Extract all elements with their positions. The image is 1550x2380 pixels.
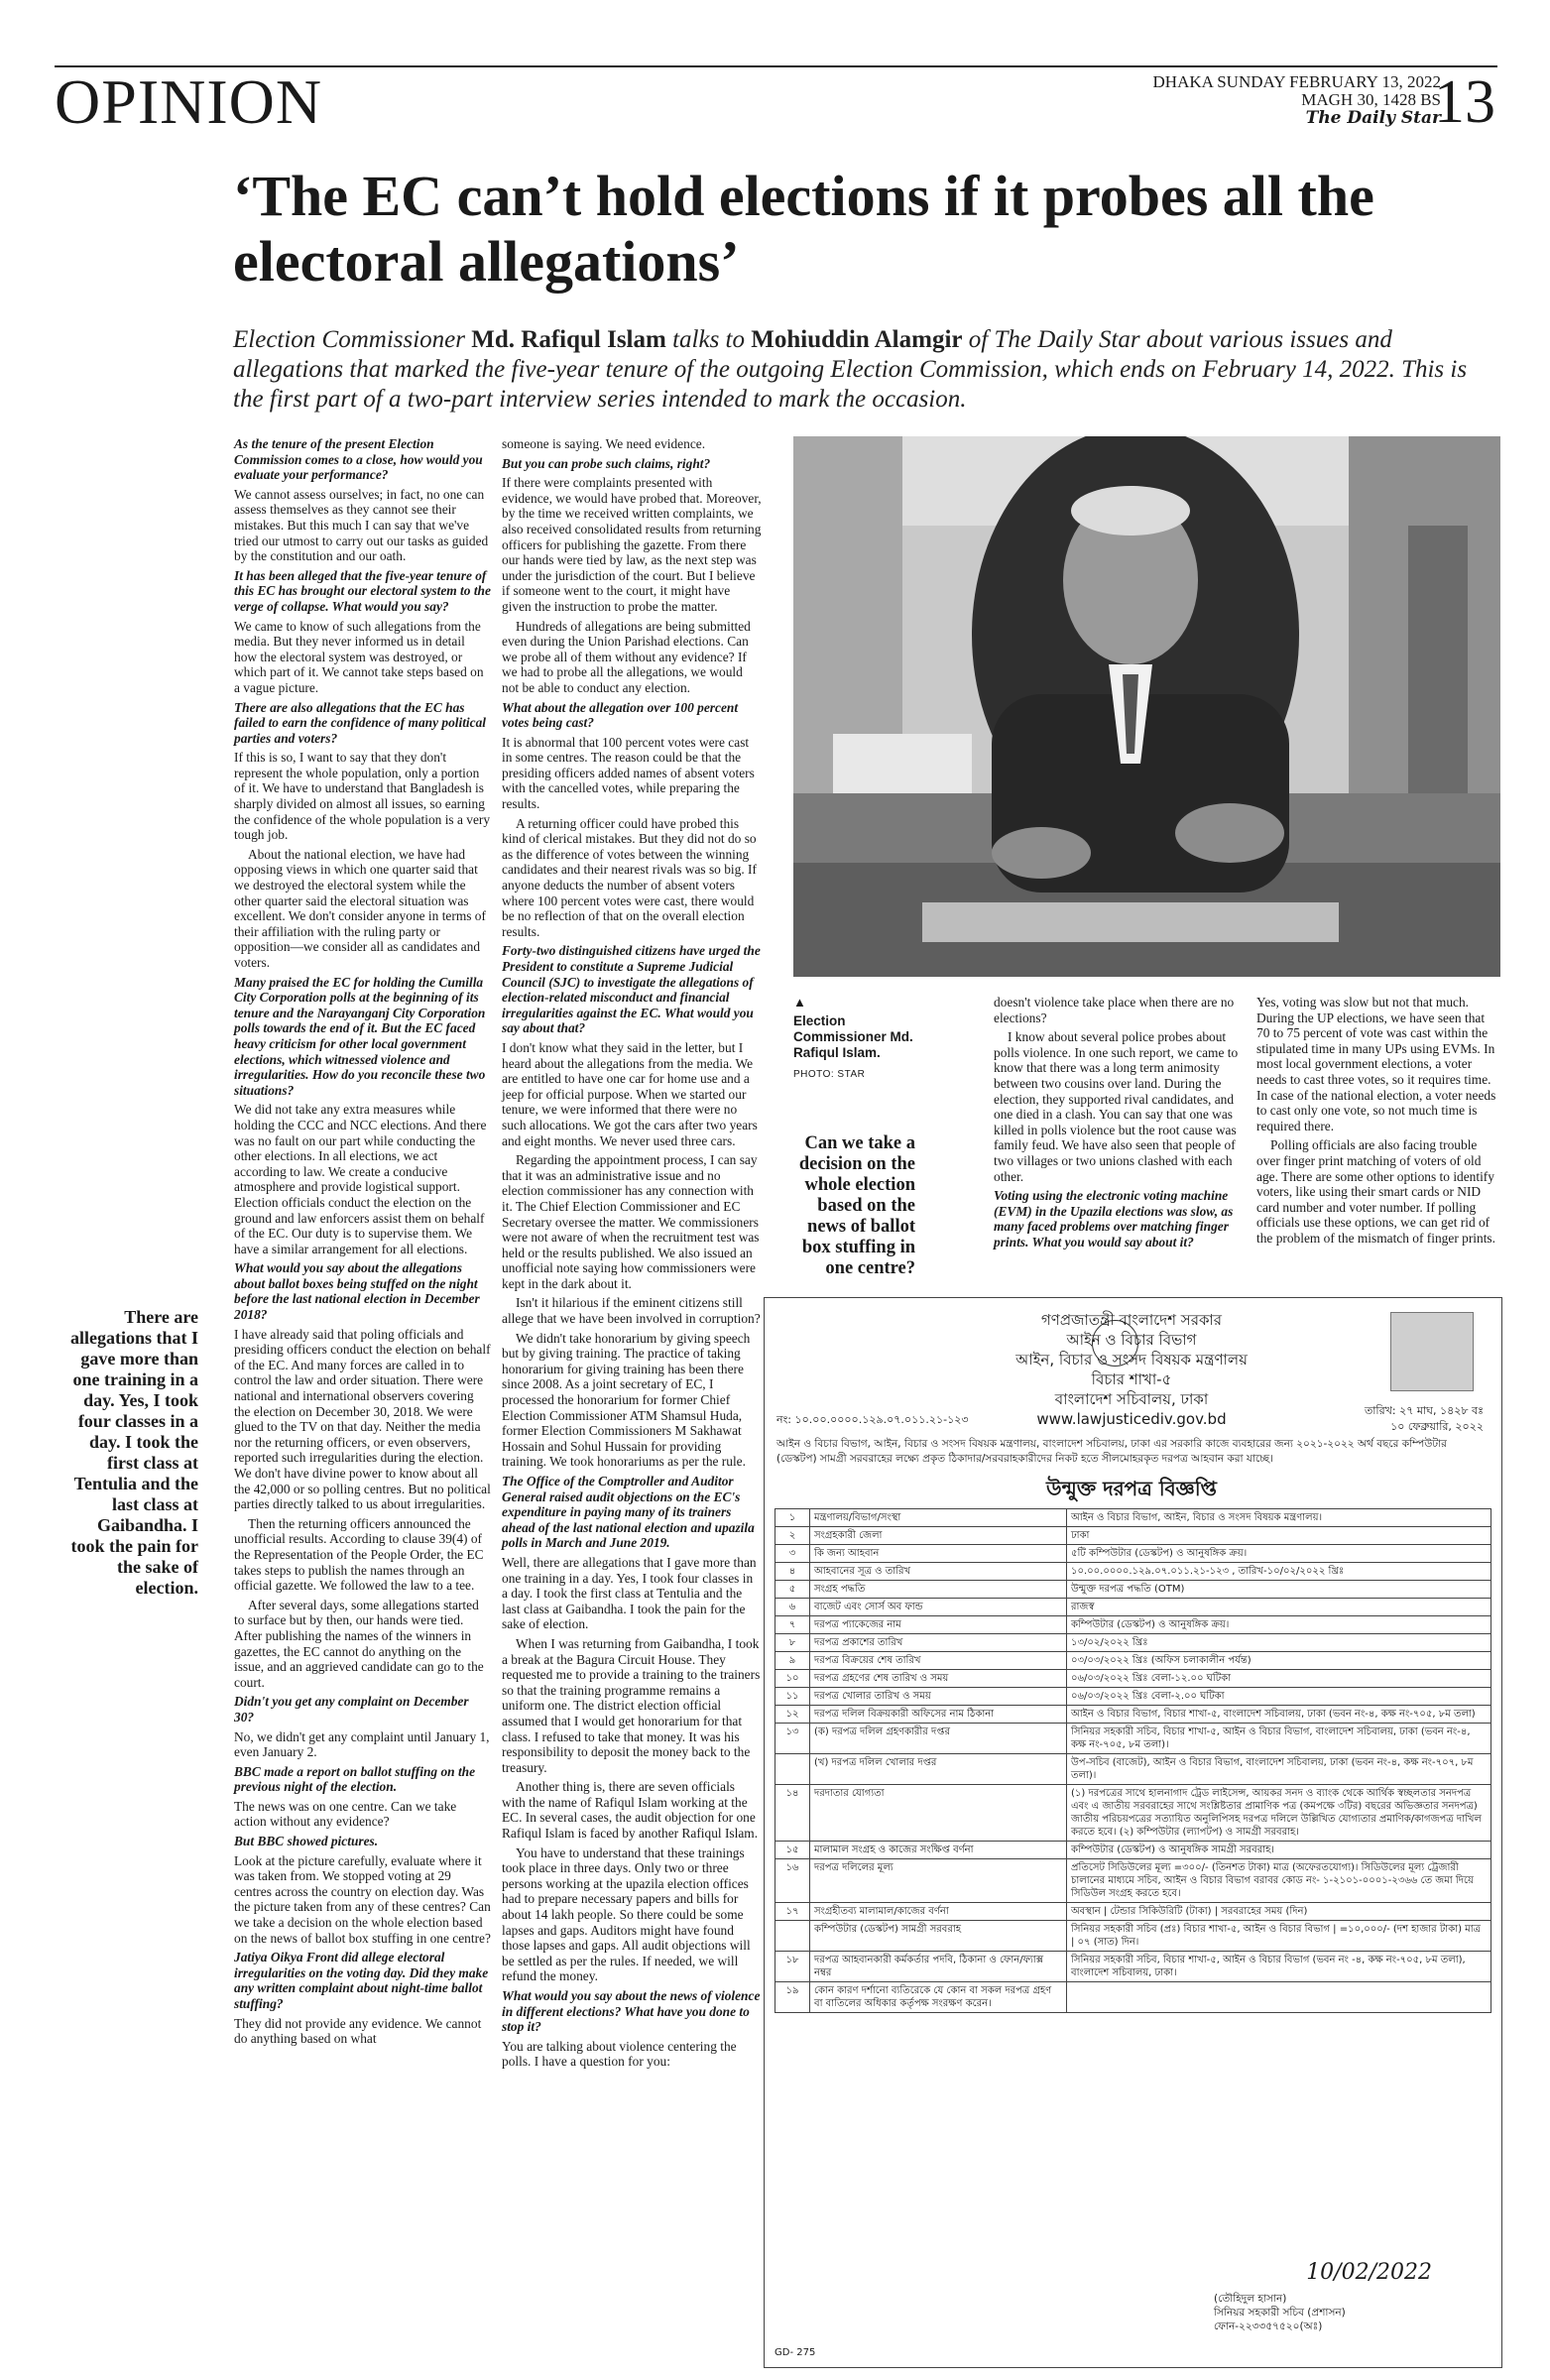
interview-question: Many praised the EC for holding the Cumilla City Corporation polls at the beginning of its tenure and the Narayanganj City Corporation polls towards the end of it. But the EC faced heavy criticism for other local government elections, which witnessed violence and irregularities. How do you reconcile these two situations?	[234, 974, 486, 1098]
row-number: ১৭	[775, 1903, 810, 1921]
interview-question: Voting using the electronic voting machine (EVM) in the Upazila elections was slow, as many faced problems over matching finger prints. What you would say about it?	[994, 1188, 1234, 1250]
row-field: দরপত্র গ্রহণের শেষ তারিখ ও সময়	[810, 1670, 1067, 1688]
row-field: কোন কারণ দর্শানো ব্যতিরেকে যে কোন বা সকল দরপত্র গ্রহণ বা বাতিলের অধিকার কর্তৃপক্ষ সংরক্ষণ করেন।	[810, 1982, 1067, 2013]
ad-notice-title: উন্মুক্ত দরপত্র বিজ্ঞপ্তি	[1045, 1477, 1217, 1500]
table-row	[775, 1599, 1491, 1616]
interview-question: Jatiya Oikya Front did allege electoral irregularities on the voting day. Did they make any written complaint about night-time ballot stuffing?	[234, 1950, 489, 2011]
row-value: উন্মুক্ত দরপত্র পদ্ধতি (OTM)	[1067, 1581, 1491, 1599]
row-field: দরপত্র বিক্রয়ের শেষ তারিখ	[810, 1652, 1067, 1670]
row-number: ১৫	[775, 1842, 810, 1859]
interview-answer: doesn't violence take place when there are no elections?	[994, 995, 1235, 1025]
interview-answer: The news was on one centre. Can we take action without any evidence?	[234, 1798, 457, 1830]
signer-title: সিনিয়র সহকারী সচিব (প্রশাসন)	[1214, 2307, 1346, 2319]
row-value: (১) দরপত্রের সাথে হালনাগাদ ট্রেড লাইসেন্স, আয়কর সনদ ও ব্যাংক থেকে আর্থিক স্বচ্ছলতার সনদপত্র এবং এ জাতীয় সরবরাহের সাথে সংশ্লিষ্টতার প্রামাণিক পত্র (কমপক্ষে ৩টির) বছরের অভিজ্ঞতার সনদপত্র) জাতীয় পরিচয়পত্রের সত্যায়িত অনুলিপিসহ দরপত্র দলিলে উল্লিখিত যোগ্যতার প্রমাণিক/কাগজপত্র দাখিল করতে হবে। (২) কম্পিউটার (ল্যাপটপ) ও সামগ্রী সরবরাহ।	[1067, 1785, 1491, 1842]
table-row	[775, 1903, 1491, 1921]
table-row	[775, 1527, 1491, 1545]
signer-phone: ফোন-২২৩৩৫৭৫২০(অঃ)	[1214, 2320, 1323, 2332]
row-value: রাজস্ব	[1067, 1599, 1491, 1616]
interview-answer: Then the returning officers announced the unofficial results. According to clause 39(4) of the Representation of the People Order, the EC takes steps to publish the names through an official gazette. We followed the law to a tee.	[234, 1515, 484, 1594]
row-field: দরদাতার যোগ্যতা	[810, 1785, 1067, 1842]
row-value: উপ-সচিব (বাজেট), আইন ও বিচার বিভাগ, বাংলাদেশ সচিবালয়, ঢাকা (ভবন নং-৪, কক্ষ নং-৭০৭, ৮ম তলা)।	[1067, 1754, 1491, 1785]
ad-signer	[1214, 2292, 1432, 2333]
row-value: কম্পিউটার (ডেস্কটপ) ও আনুষঙ্গিক সামগ্রী সরবরাহ।	[1067, 1842, 1491, 1859]
row-number: ৬	[775, 1599, 810, 1616]
interview-question: What about the allegation over 100 percent votes being cast?	[502, 699, 739, 731]
row-field: দরপত্র দলিল বিক্রয়কারী অফিসের নাম ঠিকানা	[810, 1706, 1067, 1724]
interview-question: But BBC showed pictures.	[234, 1834, 379, 1849]
ad-header-line: আইন, বিচার ও সংসদ বিষয়ক মন্ত্রণালয়	[1015, 1351, 1248, 1368]
table-row	[775, 1952, 1491, 1982]
signature: 10/02/2022	[1306, 2260, 1432, 2285]
pullquote-left: There are allegations that I gave more than one training in a day. Yes, I took four classes in a day. I took the first class at Tentulia and the last class at Gaibandha. I took the pain for the sake of election.	[69, 1307, 198, 1598]
interview-answer: You are talking about violence centering the polls. I have a question for you:	[502, 2038, 737, 2070]
row-field: দরপত্র খোলার তারিখ ও সময়	[810, 1688, 1067, 1706]
row-number	[775, 1921, 810, 1952]
row-value: সিনিয়র সহকারী সচিব, বিচার শাখা-৫, আইন ও বিচার বিভাগ, বাংলাদেশ সচিবালয়, ঢাকা (ভবন নং-৪, কক্ষ নং-৭০৫, ৮ম তলা)।	[1067, 1724, 1491, 1754]
ad-memo-number: নং: ১০.০০.০০০০.১২৯.০৭.০১১.২১-১২৩	[776, 1413, 969, 1426]
article-column-2	[502, 436, 762, 2074]
interview-answer: Regarding the appointment process, I can say that it was an administrative issue and no election commissioner has any connection with it. The Chief Election Commissioner and EC Secretary oversee the matter. We commissioners were not aware of when the recruitment test was held or the results published. We also issued an unofficial note saying how commissioners were kept in the dark about it.	[502, 1152, 760, 1291]
table-row	[775, 1982, 1491, 2013]
interview-answer: Look at the picture carefully, evaluate where it was taken from. We stopped voting at 29 centres across the country on election day. Was the picture taken from any of these centres? Can we take a decision on the whole election based on the news of ballot box stuffing in one centre?	[234, 1852, 491, 1946]
row-value: সিনিয়র সহকারী সচিব (প্রঃ) বিচার শাখা-৫, আইন ও বিচার বিভাগ | =১০,০০০/- (দশ হাজার টাকা) মাত্র | ০৭ (সাত) দিন।	[1067, 1921, 1491, 1952]
row-field: বাজেট এবং সোর্স অব ফান্ড	[810, 1599, 1067, 1616]
row-field: আহবানের সূত্র ও তারিখ	[810, 1563, 1067, 1581]
table-row	[775, 1724, 1491, 1754]
ad-intro: আইন ও বিচার বিভাগ, আইন, বিচার ও সংসদ বিষয়ক মন্ত্রণালয়, বাংলাদেশ সচিবালয়, ঢাকা এর সরকারি কাজে ব্যবহারের জন্য ২০২১-২০২২ অর্থ বছরে কম্পিউটার (ডেস্কটপ) সামগ্রী সরবরাহের লক্ষ্যে প্রকৃত ঠিকাদার/সরবরাহকারীদের নিকট হতে সীলমোহরকৃত দরপত্র আহবান করা যাচ্ছে।	[776, 1438, 1447, 1465]
interview-answer: If there were complaints presented with evidence, we would have probed that. Moreover, by the time we received written complaints, we also received consolidated results from returning officers for publishing the gazette. From there our hands were tied by law, as the next step was under the jurisdiction of the court. But I believe if someone went to the court, it might have given the instruction to probe the matter.	[502, 475, 762, 614]
interview-answer: It is abnormal that 100 percent votes were cast in some centres. The reason could be that the presiding officers added names of absent voters with the cancelled votes, while preparing the results.	[502, 734, 755, 812]
interview-answer: If this is so, I want to say that they don't represent the whole population, only a portion of it. We have to understand that Bangladesh is sharply divided on almost all issues, so earning the confidence of the whole population is a very tough job.	[234, 750, 491, 843]
table-row	[775, 1670, 1491, 1688]
row-number: ১৪	[775, 1785, 810, 1842]
row-value: আইন ও বিচার বিভাগ, আইন, বিচার ও সংসদ বিষয়ক মন্ত্রণালয়।	[1067, 1509, 1491, 1527]
row-value: ৫টি কম্পিউটার (ডেস্কটপ) ও আনুষঙ্গিক ক্রয়।	[1067, 1545, 1491, 1563]
row-field: সংগ্রহকারী জেলা	[810, 1527, 1067, 1545]
interview-answer: After several days, some allegations started to surface but by then, our hands were tied. After publishing the names of the winners in gazettes, the EC cannot do anything on the issue, and an aggrieved candidate can go to the court.	[234, 1597, 484, 1690]
ad-header-line: বাংলাদেশ সচিবালয়, ঢাকা	[1054, 1390, 1209, 1408]
ad-date-value: ২৭ মাঘ, ১৪২৮ বঃ	[1399, 1404, 1484, 1417]
row-field: (খ) দরপত্র দলিল খোলার দপ্তর	[810, 1754, 1067, 1785]
row-field: (ক) দরপত্র দলিল গ্রহণকারীর দপ্তর	[810, 1724, 1067, 1754]
table-row	[775, 1652, 1491, 1670]
interview-answer: I have already said that poling officials and presiding officers conduct the election on behalf of the EC. And many forces are called in to control the law and order situation. There were national and international observers covering the election on December 30, 2018. We were glued to the TV on that day. Neither the media nor the returning officers, or even observers, reported such irregularities during the election. We don't have divine power to know about all the 42,000 or so polling centres. But no political parties directly talked to us about irregularities.	[234, 1326, 491, 1512]
row-value: ০৩/০৩/২০২২ খ্রিঃ (অফিস চলাকালীন পর্যন্ত)	[1067, 1652, 1491, 1670]
interview-question: What would you say about the news of violence in different elections? What have you done to stop it?	[502, 1988, 761, 2035]
table-row	[775, 1581, 1491, 1599]
row-value: আইন ও বিচার বিভাগ, বিচার শাখা-৫, বাংলাদেশ সচিবালয়, ঢাকা (ভবন নং-৪, কক্ষ নং-৭০৫, ৮ম তলা)	[1067, 1706, 1491, 1724]
row-number: ৫	[775, 1581, 810, 1599]
paper-logo: The Daily Star	[1305, 108, 1441, 128]
row-number: ৮	[775, 1634, 810, 1652]
tender-table	[775, 1508, 1491, 2013]
standfirst-text: of The Daily Star about various issues and allegations that marked the five-year tenure of the outgoing Election Commission, which ends on February 14, 2022. This is the first part of a two-part interview series intended to mark the occasion.	[233, 326, 1468, 413]
table-row	[775, 1616, 1491, 1634]
row-number	[775, 1754, 810, 1785]
interview-photo	[793, 436, 1500, 977]
row-value: ১০.০০.০০০০.১২৯.০৭.০১১.২১-১২৩ , তারিখ-১০/০২/২০২২ খ্রিঃ	[1067, 1563, 1491, 1581]
tender-advertisement	[764, 1297, 1502, 2368]
standfirst-text: talks to	[665, 326, 752, 353]
table-row	[775, 1921, 1491, 1952]
table-row	[775, 1859, 1491, 1903]
dateline-bangla-date: MAGH 30, 1428 BS	[1301, 90, 1441, 109]
row-number: ১৬	[775, 1859, 810, 1903]
row-number: ৩	[775, 1545, 810, 1563]
signer-name: (তৌহিদুল হাসান)	[1214, 2293, 1287, 2305]
ad-date-bangla	[1365, 1403, 1484, 1419]
interview-answer: Hundreds of allegations are being submitted even during the Union Parishad elections. Can we probe all of them without any evidence? If we had to probe all the allegations, we would not be able to conduct any election.	[502, 618, 751, 695]
row-number: ১৮	[775, 1952, 810, 1982]
interview-question: The Office of the Comptroller and Auditor General raised audit objections on the EC's expenditure in paying many of its trainers ahead of the last national election and upazila polls in March and June 2019.	[502, 1474, 755, 1551]
interview-question: BBC made a report on ballot stuffing on the previous night of the election.	[234, 1763, 476, 1795]
row-value: ঢাকা	[1067, 1527, 1491, 1545]
row-field: কম্পিউটার (ডেস্কটপ) সামগ্রী সরবরাহ	[810, 1921, 1067, 1952]
ad-header-line: বিচার শাখা-৫	[1091, 1370, 1172, 1388]
row-value: প্রতিসেট সিডিউলের মূল্য =৩০০/- (তিনশত টাকা) মাত্র (অফেরতযোগ্য)। সিডিউলের মূল্য ট্রেজারী চালানের মাধ্যমে সচিব, আইন ও বিচার বিভাগ বরাবর কোড নং- ১-২১০১-০০০১-২৩৬৬ তে জমা দিয়ে সিডিউল সংগ্রহ করতে হবে।	[1067, 1859, 1491, 1903]
pullquote-right: Can we take a decision on the whole election based on the news of ballot box stuffing in one centre?	[798, 1133, 915, 1278]
interview-answer: They did not provide any evidence. We cannot do anything based on what	[234, 2015, 482, 2047]
row-field: মন্ত্রণালয়/বিভাগ/সংস্থা	[810, 1509, 1067, 1527]
table-row	[775, 1706, 1491, 1724]
table-row	[775, 1509, 1491, 1527]
interview-question: But you can probe such claims, right?	[502, 455, 711, 471]
ad-website: www.lawjusticediv.gov.bd	[1036, 1410, 1227, 1428]
article-column-4	[1256, 995, 1499, 1250]
table-row	[775, 1754, 1491, 1785]
dateline-date: DHAKA SUNDAY FEBRUARY 13, 2022	[1152, 72, 1441, 91]
dateline	[1153, 73, 1441, 127]
row-number: ১৯	[775, 1982, 810, 2013]
row-number: ২	[775, 1527, 810, 1545]
interview-answer: We didn't take honorarium by giving speech but by giving training. The practice of taking honorarium for giving training has been there since 2008. As a joint secretary of EC, I processed the honorarium for former Chief Election Commissioner ATM Shamsul Huda, former Election Commissioners M Sakhawat Hossain and Sohul Hussain for providing training. We took honorariums as per the rule.	[502, 1330, 751, 1470]
row-value	[1067, 1982, 1491, 2013]
table-row	[775, 1563, 1491, 1581]
table-row	[775, 1634, 1491, 1652]
section-title: OPINION	[55, 66, 323, 137]
ad-header-line: আইন ও বিচার বিভাগ	[1066, 1331, 1197, 1349]
interview-answer: Another thing is, there are seven officials with the name of Rafiqul Islam working at the EC. In several cases, the audit objection for one Rafiqul Islam is faced by another Rafiqul Islam.	[502, 1779, 759, 1842]
photo-illustration	[793, 436, 1500, 977]
row-value: অবস্থান | টেন্ডার সিকিউরিটি (টাকা) | সরবরাহের সময় (দিন)	[1067, 1903, 1491, 1921]
row-value: ০৬/০৩/২০২২ খ্রিঃ বেলা-২.০০ ঘটিকা	[1067, 1688, 1491, 1706]
row-field: দরপত্র প্যাকেজের নাম	[810, 1616, 1067, 1634]
ad-header	[913, 1310, 1350, 1429]
photo-caption: Election Commissioner Md. Rafiqul Islam.	[793, 1013, 913, 1060]
row-value: ০৬/০৩/২০২২ খ্রিঃ বেলা-১২.০০ ঘটিকা	[1067, 1670, 1491, 1688]
ad-date	[1365, 1403, 1484, 1435]
row-number: ৯	[775, 1652, 810, 1670]
table-row	[775, 1785, 1491, 1842]
row-value: ১৩/০২/২০২২ খ্রিঃ	[1067, 1634, 1491, 1652]
article-column-3	[994, 995, 1247, 1254]
ad-date-label: তারিখ:	[1364, 1404, 1396, 1417]
interview-answer: I don't know what they said in the letter, but I heard about the allegations from the media. We are entitled to have one car for home use and a jeep for official purpose. When we started our tenure, we were informed that there were no such allocations. We got the cars after two years and eight months. We never used three cars.	[502, 1039, 758, 1148]
interview-question: What would you say about the allegations about ballot boxes being stuffed on the night before the last national election in December 2018?	[234, 1260, 480, 1323]
interview-answer: A returning officer could have probed this kind of clerical mistakes. But they did not do so as the difference of votes between the winning candidates and their nearest rivals was so big. If anyone deducts the number of absent voters where 100 percent votes were cast, there would be no reflection of that on the overall election results.	[502, 815, 757, 939]
row-field: দরপত্র আহবানকারী কর্মকর্তার পদবি, ঠিকানা ও ফোন/ফ্যাক্স নম্বর	[810, 1952, 1067, 1982]
standfirst-name: Mohiuddin Alamgir	[751, 326, 963, 353]
interview-question: Forty-two distinguished citizens have urged the President to constitute a Supreme Judicial Council (SJC) to investigate the allegations of election-related misconduct and financial irregularities against the EC. What would you say about that?	[502, 943, 761, 1036]
interview-answer: Yes, voting was slow but not that much. During the UP elections, we have seen that 70 to 75 percent of vote was cast within the stipulated time in many UPs using EVMs. In most local government elections, a voter needs to cast three votes, so it requires time. In case of the national election, a voter needs to cast only one vote, so not much time is required there.	[1256, 995, 1496, 1133]
page-number: 13	[1434, 68, 1495, 136]
row-field: দরপত্র দলিলের মূল্য	[810, 1859, 1067, 1903]
photo-credit: PHOTO: STAR	[793, 1069, 866, 1080]
interview-answer: When I was returning from Gaibandha, I took a break at the Bagura Circuit House. They requested me to provide a training to the trainers so that the training programme remains a uniform one. The district election official assumed that I would get honorarium for that class. I refused to take that money. It was his responsibility to deposit the money back to the treasury.	[502, 1635, 761, 1775]
row-number: ১০	[775, 1670, 810, 1688]
interview-answer: someone is saying. We need evidence.	[502, 436, 706, 451]
interview-answer: You have to understand that these trainings took place in three days. Only two or three persons working at the upazila election offices had to prepare necessary papers and bills for about 14 lakh people. So there could be some lapses and gaps. Auditors might have found those lapses and gaps. All audit objections will be settled as per the rules. If needed, we will refund the money.	[502, 1844, 751, 1984]
interview-answer: We came to know of such allegations from the media. But they never informed us in detail how the electoral system was destroyed, or which part of it. We cannot take steps based on a vague picture.	[234, 618, 484, 695]
row-number: ১	[775, 1509, 810, 1527]
standfirst-name: Md. Rafiqul Islam	[471, 326, 666, 353]
ad-portrait-logo	[1390, 1312, 1474, 1391]
row-number: ১৩	[775, 1724, 810, 1754]
standfirst-text: Election Commissioner	[233, 326, 472, 353]
table-row	[775, 1842, 1491, 1859]
row-field: সংগ্রহীতব্য মালামাল/কাজের বর্ণনা	[810, 1903, 1067, 1921]
interview-answer: About the national election, we have had opposing views in which one quarter said that we destroyed the electoral system while the other quarter said the electoral situation was excellent. We don't consider anyone in terms of their affiliation with the ruling party or opposition—we consider all as candidates and voters.	[234, 846, 486, 970]
standfirst	[233, 325, 1502, 415]
table-row	[775, 1688, 1491, 1706]
interview-answer: Polling officials are also facing trouble over finger print matching of voters of old age. There are some other options to identify voters, like using their smart cards or NID card number and voter number. If polling officials use these options, we can get rid of the problem of the mismatch of finger prints.	[1256, 1137, 1495, 1246]
row-field: সংগ্রহ পদ্ধতি	[810, 1581, 1067, 1599]
interview-answer: I know about several police probes about polls violence. In one such report, we came to know that there was a long term animosity between two cousins over land. During the election, they supported rival candidates, and one died in a clash. You can say that one was killed in polls violence but the root cause was family feud. We have also seen that people of two villages or two unions clashed with each other.	[994, 1029, 1239, 1184]
caption-triangle-icon: ▲	[793, 995, 806, 1010]
row-number: ১১	[775, 1688, 810, 1706]
row-field: মালামাল সংগ্রহ ও কাজের সংক্ষিপ্ত বর্ণনা	[810, 1842, 1067, 1859]
row-number: ৭	[775, 1616, 810, 1634]
ad-date-english: ১০ ফেব্রুয়ারি, ২০২২	[1390, 1420, 1484, 1433]
headline: ‘The EC can’t hold elections if it probes all the electoral allegations’	[233, 164, 1374, 294]
interview-answer: No, we didn't get any complaint until January 1, even January 2.	[234, 1728, 490, 1760]
interview-answer: We cannot assess ourselves; in fact, no one can assess themselves as they cannot see their mistakes. But this much I can say that we've tried our utmost to carry out our tasks as guided by the constitution and our oath.	[234, 486, 489, 564]
row-number: ৪	[775, 1563, 810, 1581]
interview-question: As the tenure of the present Election Commission comes to a close, how would you evaluate your performance?	[234, 436, 483, 483]
interview-question: There are also allegations that the EC has failed to earn the confidence of many political parties and voters?	[234, 699, 487, 746]
interview-question: Didn't you get any complaint on December 30?	[234, 1694, 469, 1725]
ad-header-line: গণপ্রজাতন্ত্রী বাংলাদেশ সরকার	[1040, 1311, 1223, 1329]
ad-code: GD- 275	[775, 2347, 816, 2358]
row-field: কি জন্য আহবান	[810, 1545, 1067, 1563]
photo-caption-block	[793, 995, 922, 1080]
row-value: সিনিয়র সহকারী সচিব, বিচার শাখা-৫, আইন ও বিচার বিভাগ (ভবন নং -৪, কক্ষ নং-৭০৫, ৮ম তলা), বাংলাদেশ সচিবালয়, ঢাকা।	[1067, 1952, 1491, 1982]
row-field: দরপত্র প্রকাশের তারিখ	[810, 1634, 1067, 1652]
row-number: ১২	[775, 1706, 810, 1724]
article-column-1	[234, 436, 491, 2051]
interview-answer: Well, there are allegations that I gave more than one training in a day. Yes, I took four classes in a day. I took the first class at Tentulia and the last class at Gaibandha. I took the pain for the sake of election.	[502, 1554, 757, 1632]
table-row	[775, 1545, 1491, 1563]
interview-answer: Isn't it hilarious if the eminent citizens still allege that we have been involved in corruption?	[502, 1295, 761, 1327]
interview-question: It has been alleged that the five-year tenure of this EC has brought our electoral system to the verge of collapse. What would you say?	[234, 567, 491, 614]
row-value: কম্পিউটার (ডেস্কটপ) ও আনুষঙ্গিক ক্রয়।	[1067, 1616, 1491, 1634]
interview-answer: We did not take any extra measures while holding the CCC and NCC elections. And there was no fault on our part while conducting the other elections. In all elections, we act according to law. We create a conducive atmosphere and provide logistical support. Election officials conduct the election on the ground and law enforcers assist them on behalf of the EC. Our duty is to supervise them. We have a similar arrangement for all elections.	[234, 1102, 487, 1256]
